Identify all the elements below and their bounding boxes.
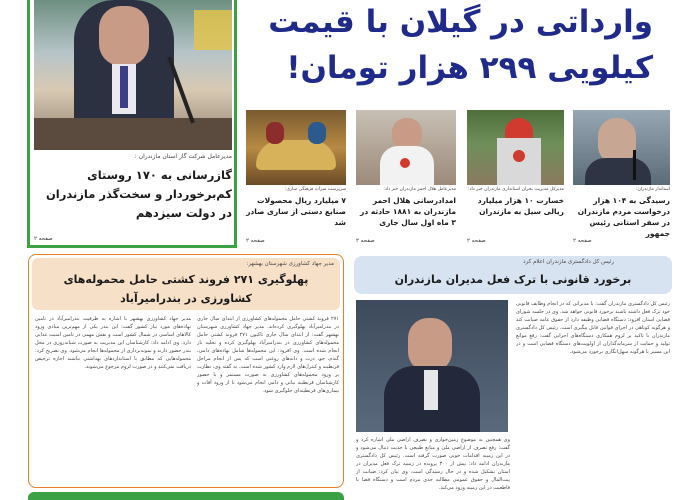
news-item-1-photo [573, 110, 670, 185]
news-item-1[interactable] [573, 110, 670, 250]
headline-line-2: کیلویی ۲۹۹ هزار تومان! [286, 50, 653, 86]
news-item-4-caption: سرپرست میراث فرهنگی ساری: [284, 187, 346, 192]
story-left-header [32, 258, 340, 310]
news-item-4-photo [246, 110, 346, 185]
news-item-4-title: ۷ میلیارد ریال محصولات صنایع دستی از ساری صادر شد [246, 196, 346, 227]
story-right-photo [356, 300, 508, 432]
news-item-4[interactable] [246, 110, 346, 250]
news-item-3-caption: مدیرعامل هلال احمر مازندران خبر داد: [383, 187, 456, 192]
story-left-column-b: مدیر جهاد کشاورزی بهشهر با اشاره به ظرفیت بندرامیرآباد در تامین نهاده‌های مورد نیاز کشور گفت: این بندر یکی از مهم‌ترین مبادی ورود کالاهای اساسی در شمال کشور است و نقش مهمی در تامین امنیت غذایی دارد. وی ادامه داد: کارشناسان این مدیریت به صورت شبانه‌روزی در محل بندر حضور دارند و نمونه‌برداری از محموله‌ها انجام می‌شود. وی تصریح کرد: محموله‌هایی که مطابق با استانداردهای بهداشتی نباشند اجازه ترخیص دریافت نمی‌کنند و در صورت لزوم مرجوع می‌شوند. [35, 316, 191, 370]
news-item-2-title: خسارت ۱۰ هزار میلیارد ریالی سیل به مازندران [477, 196, 564, 216]
main-headline[interactable] [245, 0, 675, 100]
top-story-box[interactable] [27, 0, 237, 248]
headline-line-1: وارداتی در گیلان با قیمت [268, 4, 653, 40]
news-item-1-caption: استاندار مازندران: [635, 187, 670, 192]
story-right-column-a: رئیس کل دادگستری مازندران گفت: با مدیرانی که در انجام وظایف قانونی خود ترک فعل داشته باشند برخورد قانونی خواهد شد. وی در جلسه شورای قضایی استان افزود: دستگاه قضایی وظیفه دارد از حقوق عامه صیانت کند و هرگونه کوتاهی در اجرای قوانین قابل پیگیری است. رئیس کل دادگستری مازندران با تاکید بر لزوم همکاری دستگاه‌های اجرایی گفت: رفع موانع تولید و حمایت از سرمایه‌گذاران از اولویت‌های دستگاه قضایی است و در این مسیر با هرگونه سهل‌انگاری برخورد می‌شود. [516, 301, 670, 355]
story-right-header [354, 256, 672, 294]
news-item-1-page: صفحه ۲ [573, 238, 592, 244]
story-right-kicker: رئیس کل دادگستری مازندران اعلام کرد [523, 259, 614, 265]
news-item-4-page: صفحه ۲ [246, 238, 265, 244]
story-left-box[interactable] [28, 254, 344, 488]
news-item-1-title: رسیدگی به ۱۰۴ هزار درخواست مردم مازندران در سفر استانی رئیس جمهور [577, 196, 670, 238]
news-item-2-caption: مدیرکل مدیریت بحران استانداری مازندران خبر داد: [467, 187, 564, 192]
story-right-box[interactable] [354, 254, 672, 500]
story-left-title[interactable]: پهلوگیری ۲۷۱ فروند کشتی حامل محموله‌های کشاورزی در بندرامیرآباد [63, 273, 309, 305]
top-story-photo [34, 0, 232, 150]
story-left-kicker: مدیر جهاد کشاورزی شهرستان بهشهر: [246, 261, 334, 267]
story-right-column-b: وی همچنین به موضوع زمین‌خواری و تصرف اراضی ملی اشاره کرد و گفت: رفع تصرف از اراضی ملی و منابع طبیعی با جدیت دنبال می‌شود و در این زمینه اقدامات خوبی صورت گرفته است. رئیس کل دادگستری مازندران ادامه داد: بیش از ۳۰۰ پرونده در زمینه ترک فعل مدیران در استان تشکیل شده و در حال رسیدگی است. وی بیان کرد: صیانت از بیت‌المال و حقوق عمومی مطالبه جدی مردم است و دستگاه قضا با قاطعیت در این زمینه ورود می‌کند. [356, 437, 510, 491]
news-item-3-page: صفحه ۲ [356, 238, 375, 244]
story-right-title[interactable]: برخورد قانونی با ترک فعل مدیران مازندران [394, 273, 632, 286]
bottom-green-rule [28, 492, 344, 500]
top-story-caption: مدیرعامل شرکت گاز استان مازندران : [134, 153, 232, 160]
news-item-2-page: صفحه ۲ [467, 238, 486, 244]
news-item-3-title: امدادرسانی هلال احمر مازندران به ۱۸۸۱ حادثه در ۳ ماه اول سال جاری [360, 196, 456, 227]
news-item-3[interactable] [356, 110, 456, 250]
top-story-page: صفحه ۲ [34, 236, 53, 242]
story-left-column-a: ۲۷۱ فروند کشتی حامل محموله‌های کشاورزی از ابتدای سال جاری در بندرامیرآباد پهلوگیری کرده‌اند. مدیر جهاد کشاورزی شهرستان بهشهر گفت: از ابتدای سال جاری تاکنون ۲۷۱ فروند کشتی حامل محموله‌های کشاورزی در بندرامیرآباد پهلوگیری کرده و تخلیه بار انجام شده است. وی افزود: این محموله‌ها شامل نهاده‌های دامی، گندم، جو، ذرت و دانه‌های روغنی است که پس از انجام مراحل قرنطینه و کنترل‌های لازم وارد کشور شده است. به گفته وی، نظارت بر ورود محموله‌های کشاورزی به صورت مستمر و با حضور کارشناسان قرنطینه نباتی و دامی انجام می‌شود تا از ورود آفات و بیماری‌های قرنطینه‌ای جلوگیری شود. [197, 316, 339, 394]
top-story-title[interactable]: گازرسانی به ۱۷۰ روستای کم‌برخوردار و سخت‌گذر مازندران در دولت سیزدهم [45, 168, 232, 220]
news-item-3-photo [356, 110, 456, 185]
news-item-2-photo [467, 110, 564, 185]
news-item-2[interactable] [467, 110, 564, 250]
